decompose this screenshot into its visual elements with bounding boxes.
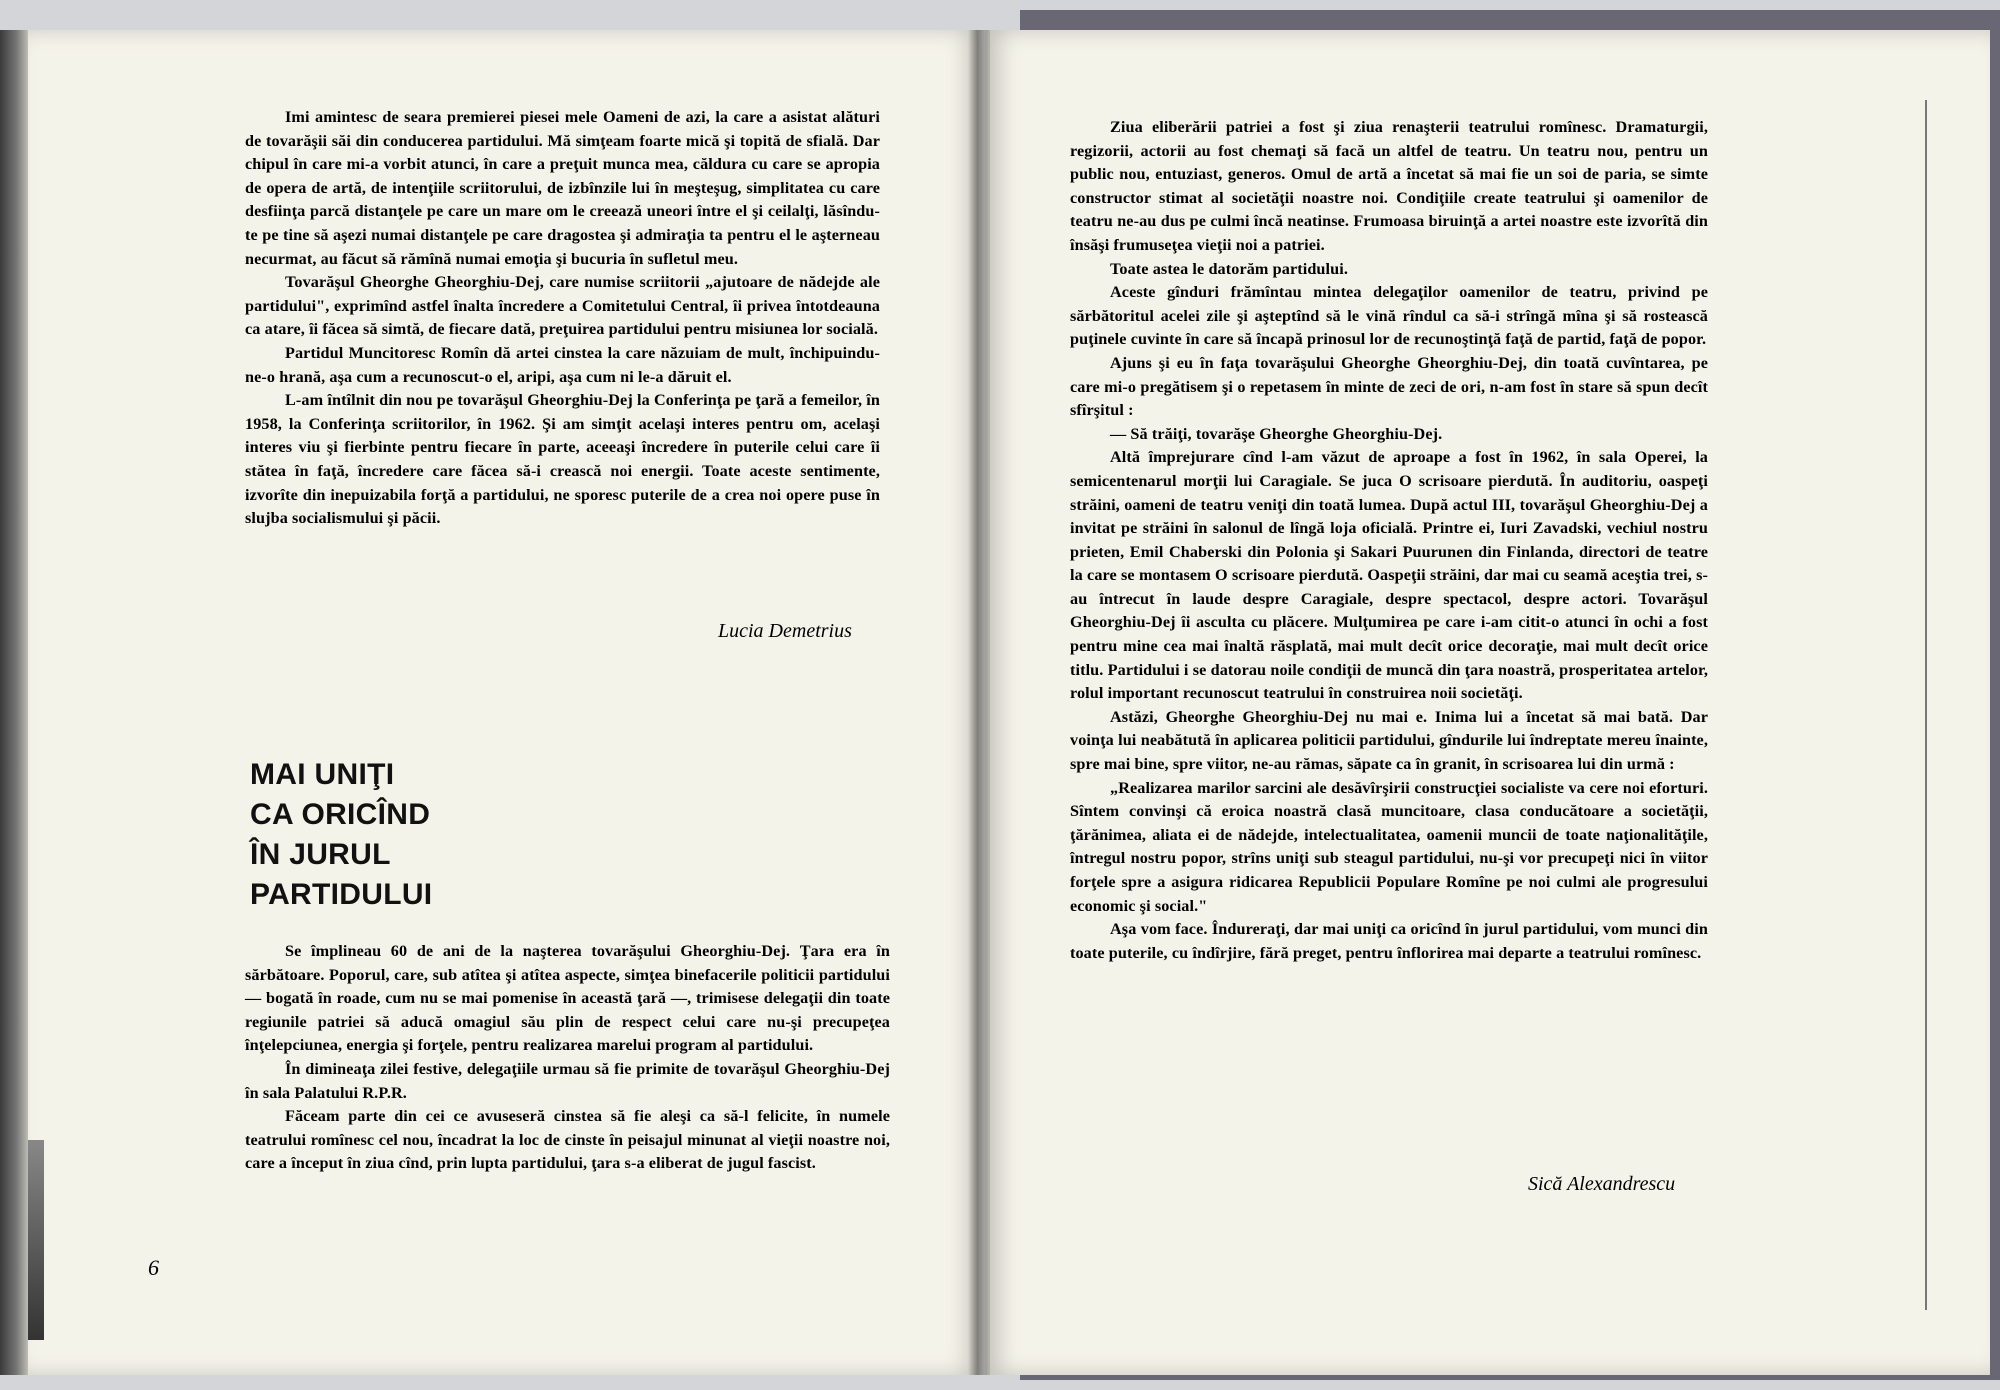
article2-paragraph: Ziua eliberării patriei a fost şi ziua renaşterii teatrului romînesc. Dramaturgii, regizorii, actorii au fost chemaţi să facă un altfel de teatru. Un teatru nou, pentru un public nou, entuziast, generos. Omul de artă a încetat să mai fie un soi de paria, se simte constructor stimat al societăţii noastre noi. Condiţiile create teatrului şi oamenilor de teatru ne-au dus pe culmi încă neatinse. Frumoasa biruinţă a artei noastre este izvorîtă din însăşi frumuseţea vieţii noi a patriei. (1070, 118, 1708, 254)
left-page-edge (0, 30, 28, 1375)
headline-line: ÎN JURUL (250, 838, 391, 871)
article2-paragraph: Se împlineau 60 de ani de la naşterea tovarăşului Gheorghiu-Dej. Ţara era în sărbătoare. Poporul, care, sub atîtea şi atîtea aspecte, simţea binefacerile politicii partidului — bogată în roade, cum nu se mai pomenise în această ţară —, trimisese delegaţii din toate regiunile patriei să aducă omagiul său plin de respect celui care nu-şi precupeţea înţelepciunea, energia şi forţele, pentru realizarea marelui program al partidului. (245, 942, 890, 1055)
article1-author: Lucia Demetrius (718, 620, 852, 642)
article1-paragraph: Imi amintesc de seara premierei piesei mele Oameni de azi, la care a asistat alături de tovarăşii săi din conducerea partidului. Mă simţeam foarte mică şi topită de sfială. Dar chipul în care mi-a vorbit atunci, în care a preţuit munca mea, căldura cu care se apropia de opera de artă, de intenţiile scriitorului, de izbînzile lui în meşteşug, simplitatea cu care desfiinţa parcă distanţele pe care un mare om le creează uneori între el şi ceilalţi, lăsîndu-te pe tine să aşezi numai distanţele pe care dragostea şi admiraţia ta pentru el le aşterneau necurmat, au făcut să rămînă numai emoţia şi bucuria în sufletul meu. (245, 108, 880, 268)
page-edge-rule (1925, 100, 1927, 1310)
article1-paragraph: L-am întîlnit din nou pe tovarăşul Gheorghiu-Dej la Conferinţa pe ţară a femeilor, în 1958, la Conferinţa scriitorilor, în 1962. Şi am simţit acelaşi interes pentru om, acelaşi interes viu şi fierbinte pentru fiecare în parte, aceeaşi încredere în puterile celui care îi stătea în faţă, încredere care făcea să-i crească noi energii. Toate aceste sentimente, izvorîte din inepuizabila forţă a partidului, ne sporesc puterile de a crea noi opere puse în slujba socialismului şi păcii. (245, 391, 880, 528)
photo-strip (28, 1140, 44, 1340)
page-number: 6 (148, 1255, 159, 1280)
article2-body-left (245, 940, 890, 1176)
article2-paragraph: Toate astea le datorăm partidului. (1110, 259, 1348, 278)
article2-paragraph: Aceste gînduri frămîntau mintea delegaţilor oamenilor de teatru, privind pe sărbătoritul acelei zile şi aşteptînd să le vină rîndul ca să-i strîngă mîna şi să rostească puţinele cuvinte în care să încapă prinosul lor de recunoştinţă faţă de partid, faţă de popor. (1070, 283, 1708, 349)
article1-paragraph: Partidul Muncitoresc Romîn dă artei cinstea la care năzuiam de mult, închipuindu-ne-o hrană, aşa cum a recunoscut-o el, aripi, aşa cum ni le-a dăruit el. (245, 343, 880, 386)
article2-body-right (1070, 116, 1708, 965)
article2-headline (250, 755, 432, 915)
headline-line: PARTIDULUI (250, 878, 433, 911)
book-spine (968, 30, 990, 1375)
article2-paragraph: — Să trăiţi, tovarăşe Gheorghe Gheorghiu-Dej. (1110, 424, 1443, 443)
article2-paragraph: Altă împrejurare cînd l-am văzut de aproape a fost în 1962, în sala Operei, la semicentenarul morţii lui Caragiale. Se juca O scrisoare pierdută. În auditoriu, oaspeţi străini, oameni de teatru veniţi din toată lumea. După actul III, tovarăşul Gheorghiu-Dej a invitat pe străini în salonul de lîngă loja oficială. Printre ei, Iuri Zavadski, vechiul nostru prieten, Emil Chaberski din Polonia şi Sakari Puurunen din Finlanda, directori de teatre la care se montasem O scrisoare pierdută. Oaspeţii străini, dar mai cu seamă aceştia trei, s-au întrecut în laude despre Caragiale, despre spectacol, despre actori. Tovarăşul Gheorghiu-Dej îi asculta cu plăcere. Mulţumirea pe care i-am citit-o atunci în ochi a fost pentru mine cea mai înaltă răsplată, mai mult decît orice decoraţie, mai mult decît orice titlu. Partidului i se datorau noile condiţii de muncă din ţara noastră, prosperitatea artelor, rolul important recunoscut teatrului în construirea noii societăţi. (1070, 448, 1708, 703)
headline-line: CA ORICÎND (250, 798, 431, 831)
article1-paragraph: Tovarăşul Gheorghe Gheorghiu-Dej, care numise scriitorii „ajutoare de nădejde ale partidului", exprimînd astfel înalta încredere a Comitetului Central, îi privea întotdeauna ca atare, îi făcea să simtă, de fiecare dată, preţuirea partidului pentru misiunea lor socială. (245, 273, 880, 339)
article2-paragraph: Astăzi, Gheorghe Gheorghiu-Dej nu mai e. Inima lui a încetat să mai bată. Dar voinţa lui neabătută în aplicarea politicii partidului, gîndurile lui îndreptate mereu înainte, spre mai bine, spre viitor, ne-au rămas, săpate ca în granit, în scrisoarea lui din urmă : (1070, 707, 1708, 774)
article2-paragraph: „Realizarea marilor sarcini ale desăvîrşirii construcţiei socialiste va cere noi eforturi. Sîntem convinşi că eroica noastră clasă muncitoare, clasa conducătoare a societăţii, ţărănimea, aliata ei de nădejde, intelectualitatea, oamenii muncii de toate naţionalităţile, întregul nostru popor, strîns uniţi sub steagul partidului, nu-şi vor precupeţi nici în viitor forţele spre a asigura ridicarea Republicii Populare Romîne pe noi culmi ale progresului economic şi social." (1070, 778, 1708, 915)
article2-paragraph: În dimineaţa zilei festive, delegaţiile urmau să fie primite de tovarăşul Gheorghiu-Dej în sala Palatului R.P.R. (245, 1059, 890, 1102)
headline-line: MAI UNIŢI (250, 758, 395, 791)
article2-paragraph: Făceam parte din cei ce avuseseră cinstea să fie aleşi ca să-l felicite, în numele teatrului romînesc cel nou, încadrat la loc de cinste în peisajul minunat al vieţii noastre noi, care a început în ziua cînd, prin lupta partidului, ţara s-a eliberat de jugul fascist. (245, 1107, 890, 1173)
article2-paragraph: Ajuns şi eu în faţa tovarăşului Gheorghe Gheorghiu-Dej, din toată cuvîntarea, pe care mi-o pregătisem şi o repetasem în minte de zeci de ori, n-am fost în stare să spun decît sfîrşitul : (1070, 353, 1708, 420)
article2-paragraph: Aşa vom face. Îndureraţi, dar mai uniţi ca oricînd în jurul partidului, vom munci din toate puterile, cu îndîrjire, fără preget, pentru înflorirea mai departe a teatrului romînesc. (1070, 920, 1708, 962)
article2-author: Sică Alexandrescu (1528, 1173, 1676, 1195)
article1-body (245, 106, 880, 531)
